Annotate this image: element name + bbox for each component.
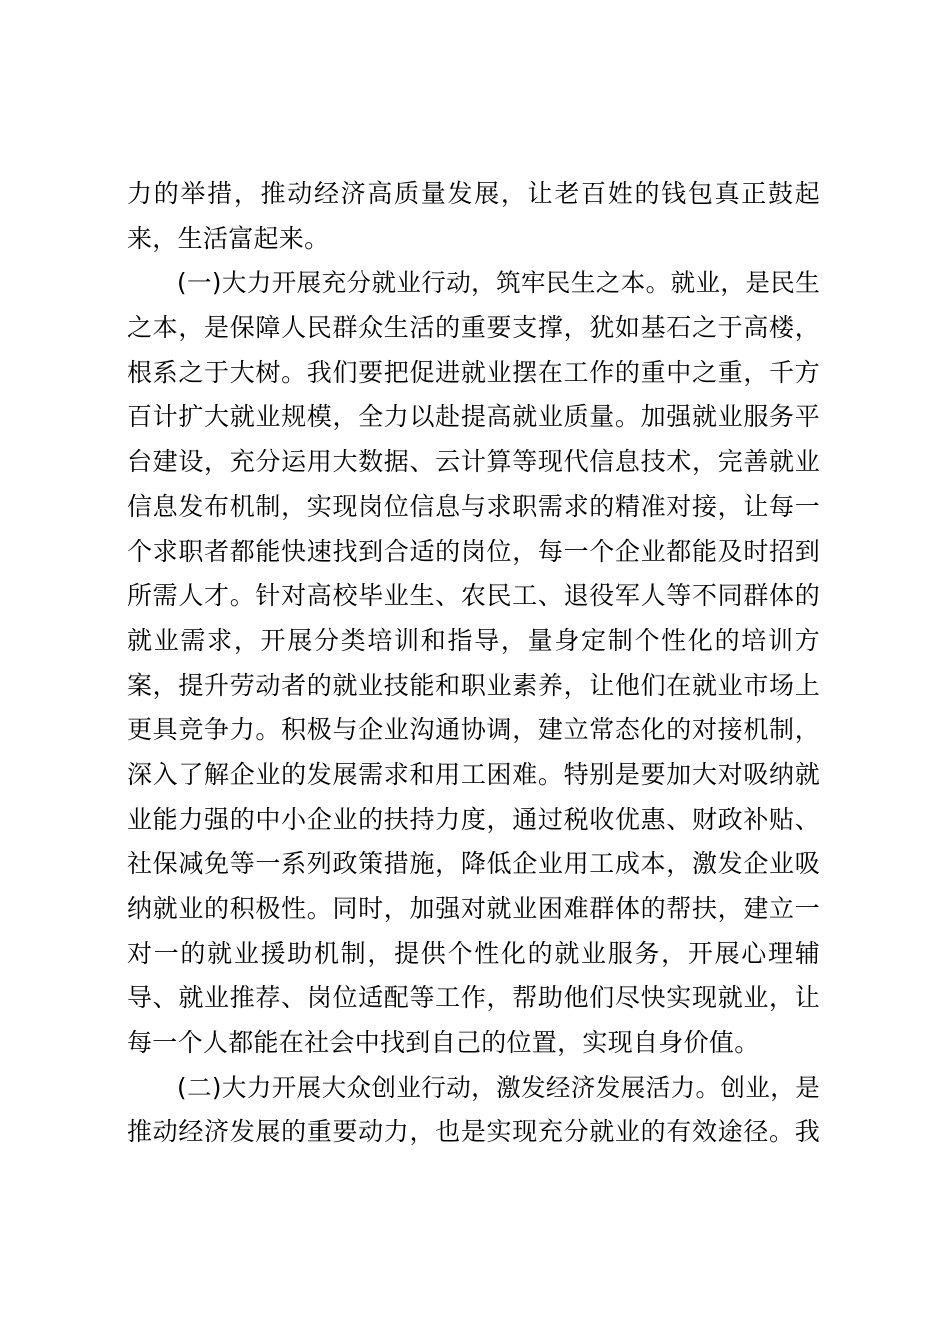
text-line: 深入了解企业的发展需求和用工困难。特别是要加大对吸纳就 [127,759,820,789]
text-line: 业能力强的中小企业的扶持力度，通过税收优惠、财政补贴、 [127,804,820,834]
text-line: 所需人才。针对高校毕业生、农民工、退役军人等不同群体的 [127,581,820,611]
text-line: 百计扩大就业规模，全力以赴提高就业质量。加强就业服务平 [127,402,820,432]
section-heading-line: (一)大力开展充分就业行动，筑牢民生之本。就业，是民生 [177,268,820,298]
text-line: 对一的就业援助机制，提供个性化的就业服务，开展心理辅 [127,938,820,968]
text-line: 来，生活富起来。 [127,223,330,253]
text-line: 个求职者都能快速找到合适的岗位，每一个企业都能及时招到 [127,536,820,566]
body-text [127,172,820,1155]
text-line: 台建设，充分运用大数据、云计算等现代信息技术，完善就业 [127,447,820,477]
text-line: 社保减免等一系列政策措施，降低企业用工成本，激发企业吸 [127,849,820,879]
text-line: 之本，是保障人民群众生活的重要支撑，犹如基石之于高楼， [127,313,820,343]
text-line: 更具竞争力。积极与企业沟通协调，建立常态化的对接机制， [127,715,820,745]
text-line: 力的举措，推动经济高质量发展，让老百姓的钱包真正鼓起 [127,179,820,208]
text-line: 信息发布机制，实现岗位信息与求职需求的精准对接，让每一 [127,491,820,521]
text-line: 纳就业的积极性。同时，加强对就业困难群体的帮扶，建立一 [127,894,820,923]
text-line: 就业需求，开展分类培训和指导，量身定制个性化的培训方 [127,625,820,655]
text-line: 案，提升劳动者的就业技能和职业素养，让他们在就业市场上 [127,670,820,700]
text-line: 推动经济发展的重要动力，也是实现充分就业的有效途径。我 [127,1117,820,1147]
text-line: 每一个人都能在社会中找到自己的位置，实现自身价值。 [127,1028,760,1058]
section-heading-line: (二)大力开展大众创业行动，激发经济发展活力。创业，是 [177,1072,820,1102]
text-line: 导、就业推荐、岗位适配等工作，帮助他们尽快实现就业，让 [127,983,820,1013]
text-line: 根系之于大树。我们要把促进就业摆在工作的重中之重，千方 [127,357,820,387]
